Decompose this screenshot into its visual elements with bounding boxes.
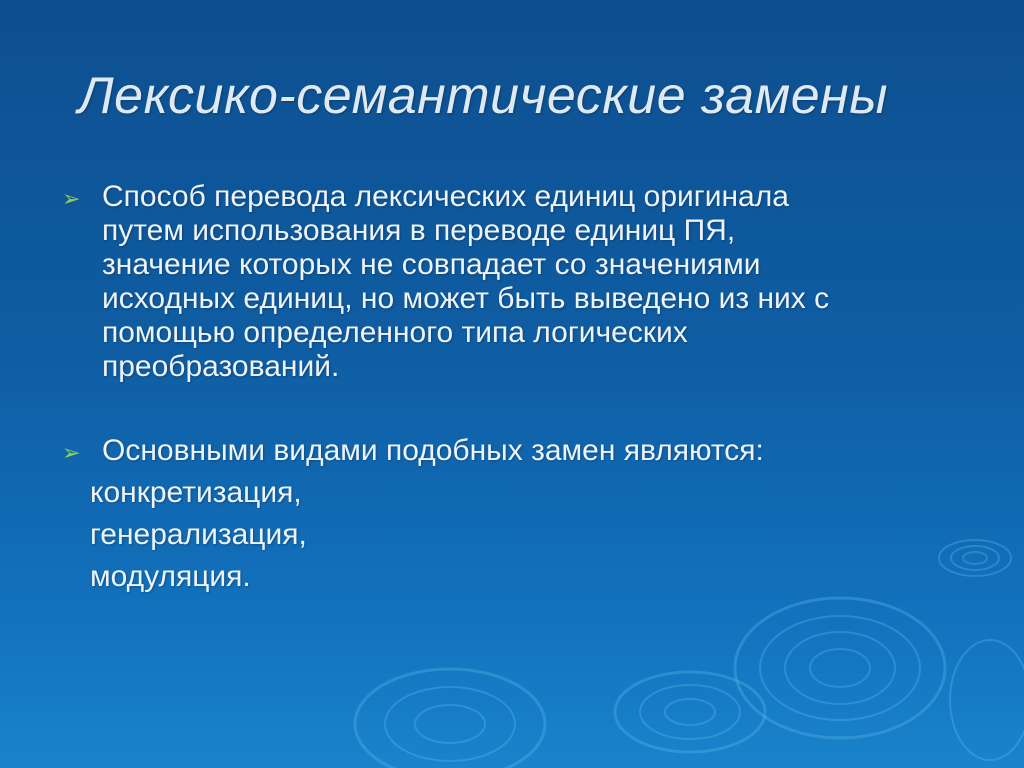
bullet-line: помощью определенного типа логических	[102, 316, 688, 349]
bullet-line: значение которых не совпадает со значениями	[102, 248, 761, 281]
bullet-line: путем использования в переводе единиц ПЯ,	[102, 214, 736, 247]
sub-item-modulation: модуляция.	[90, 560, 251, 593]
bullet-line: Основными видами подобных замен являются:	[102, 434, 764, 467]
bullet-line: Способ перевода лексических единиц оригинала	[102, 180, 789, 213]
sub-item-list	[62, 472, 962, 598]
slide-title: Лексико-семантические замены	[78, 67, 889, 125]
bullet-types	[62, 434, 962, 468]
sub-item-concretization: конкретизация,	[90, 476, 302, 509]
sub-item-generalization: генерализация,	[90, 518, 307, 551]
slide-body	[62, 180, 962, 598]
bullet-line: исходных единиц, но может быть выведено из них с	[102, 282, 830, 315]
arrow-bullet-icon: ➢	[62, 440, 81, 465]
bullet-definition	[62, 180, 962, 384]
bullet-line: преобразований.	[102, 350, 340, 383]
arrow-bullet-icon: ➢	[62, 186, 81, 211]
